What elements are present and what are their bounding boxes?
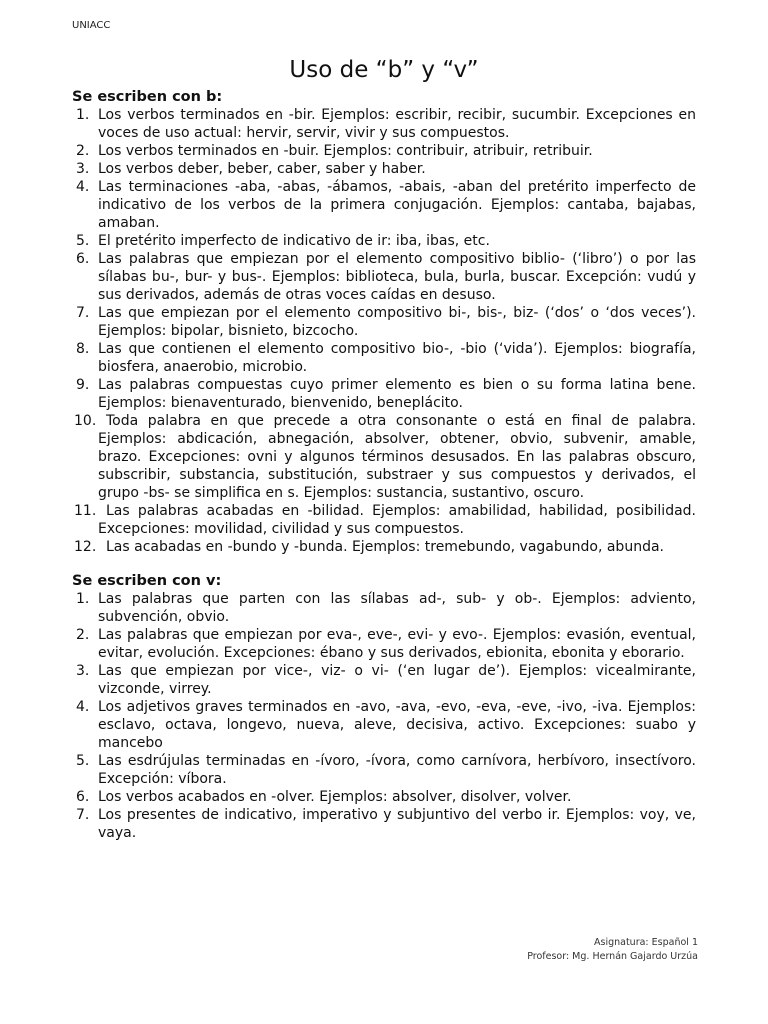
section-b-heading: Se escriben con b: bbox=[72, 89, 223, 105]
item-number: 5. bbox=[76, 753, 90, 769]
section-v-list bbox=[72, 590, 696, 842]
list-item bbox=[72, 806, 696, 842]
item-number: 5. bbox=[76, 233, 90, 249]
item-number: 11. bbox=[74, 503, 97, 519]
section-b-list bbox=[72, 106, 696, 556]
item-number: 7. bbox=[76, 807, 90, 823]
item-number: 8. bbox=[76, 341, 90, 357]
page-title: Uso de “b” y “v” bbox=[289, 57, 479, 84]
item-number: 6. bbox=[76, 789, 90, 805]
list-item bbox=[72, 304, 696, 340]
item-number: 4. bbox=[76, 699, 90, 715]
list-item bbox=[72, 788, 696, 806]
item-text: El pretérito imperfecto de indicativo de ir: iba, ibas, etc. bbox=[98, 233, 490, 249]
organization-label: UNIACC bbox=[72, 20, 111, 31]
list-item bbox=[72, 698, 696, 752]
item-number: 3. bbox=[76, 161, 90, 177]
item-number: 10. bbox=[74, 413, 97, 429]
item-number: 7. bbox=[76, 305, 90, 321]
item-number: 2. bbox=[76, 627, 90, 643]
item-text: Las acabadas en -bundo y -bunda. Ejemplos: tremebundo, vagabundo, abunda. bbox=[106, 539, 664, 555]
item-text: Las esdrújulas terminadas en -ívoro, -ívora, como carnívora, herbívoro, insectívoro. Excepción: víbora. bbox=[98, 753, 696, 787]
professor-label: Profesor: Mg. Hernán Gajardo Urzúa bbox=[527, 951, 698, 962]
list-item bbox=[72, 250, 696, 304]
list-item bbox=[72, 376, 696, 412]
list-item bbox=[72, 590, 696, 626]
page-footer bbox=[527, 936, 698, 964]
section-v bbox=[72, 572, 696, 842]
list-item bbox=[72, 412, 696, 502]
item-text: Los verbos deber, beber, caber, saber y haber. bbox=[98, 161, 426, 177]
list-item bbox=[72, 662, 696, 698]
item-number: 3. bbox=[76, 663, 90, 679]
item-text: Las que empiezan por el elemento compositivo bi-, bis-, biz- (‘dos’ o ‘dos veces’). Ejemplos: bipolar, bisnieto, bizcocho. bbox=[98, 305, 696, 339]
item-text: Toda palabra en que precede a otra consonante o está en final de palabra. Ejemplos: abdicación, abnegación, absolver, obtener, obvio, subvenir, amable, brazo. Excepciones: ovni y algunos términos desusados. En las palabras obscuro, subscribir, substancia, substitución, substraer y sus compuestos y derivados, el grupo -bs- se simplifica en s. Ejemplos: sustancia, sustantivo, oscuro. bbox=[98, 413, 696, 501]
subject-label: Asignatura: Español 1 bbox=[594, 937, 698, 948]
item-number: 1. bbox=[76, 591, 90, 607]
list-item bbox=[72, 178, 696, 232]
item-text: Las que empiezan por vice-, viz- o vi- (‘en lugar de’). Ejemplos: vicealmirante, vizconde, virrey. bbox=[98, 663, 696, 697]
item-text: Los verbos terminados en -bir. Ejemplos: escribir, recibir, sucumbir. Excepciones en voces de uso actual: hervir, servir, vivir y sus compuestos. bbox=[98, 107, 696, 141]
list-item bbox=[72, 538, 696, 556]
list-item bbox=[72, 232, 696, 250]
item-text: Las palabras compuestas cuyo primer elemento es bien o su forma latina bene. Ejemplos: bienaventurado, bienvenido, beneplácito. bbox=[98, 377, 696, 411]
list-item bbox=[72, 626, 696, 662]
item-number: 1. bbox=[76, 107, 90, 123]
list-item bbox=[72, 142, 696, 160]
list-item bbox=[72, 340, 696, 376]
item-text: Las palabras acabadas en -bilidad. Ejemplos: amabilidad, habilidad, posibilidad. Excepciones: movilidad, civilidad y sus compuestos. bbox=[98, 503, 696, 537]
list-item bbox=[72, 502, 696, 538]
item-text: Las palabras que parten con las sílabas ad-, sub- y ob-. Ejemplos: adviento, subvención, obvio. bbox=[98, 591, 696, 625]
item-text: Los presentes de indicativo, imperativo y subjuntivo del verbo ir. Ejemplos: voy, ve, vaya. bbox=[98, 807, 696, 841]
item-number: 9. bbox=[76, 377, 90, 393]
item-text: Las terminaciones -aba, -abas, -ábamos, -abais, -aban del pretérito imperfecto de indicativo de los verbos de la primera conjugación. Ejemplos: cantaba, bajabas, amaban. bbox=[98, 179, 696, 231]
item-text: Los verbos terminados en -buir. Ejemplos: contribuir, atribuir, retribuir. bbox=[98, 143, 593, 159]
list-item bbox=[72, 106, 696, 142]
item-text: Las que contienen el elemento compositivo bio-, -bio (‘vida’). Ejemplos: biografía, biosfera, anaerobio, microbio. bbox=[98, 341, 696, 375]
section-v-heading: Se escriben con v: bbox=[72, 573, 222, 589]
list-item bbox=[72, 160, 696, 178]
list-item bbox=[72, 752, 696, 788]
section-b bbox=[72, 88, 696, 556]
item-text: Los verbos acabados en -olver. Ejemplos: absolver, disolver, volver. bbox=[98, 789, 572, 805]
item-number: 2. bbox=[76, 143, 90, 159]
item-number: 12. bbox=[74, 539, 97, 555]
document-body bbox=[72, 88, 696, 842]
item-text: Las palabras que empiezan por eva-, eve-, evi- y evo-. Ejemplos: evasión, eventual, evitar, evolución. Excepciones: ébano y sus derivados, ebionita, ebonita y eborario. bbox=[98, 627, 696, 661]
item-number: 6. bbox=[76, 251, 90, 267]
item-text: Las palabras que empiezan por el elemento compositivo biblio- (‘libro’) o por las sílabas bu-, bur- y bus-. Ejemplos: biblioteca, bula, burla, buscar. Excepción: vudú y sus derivados, además de otras voces caídas en desuso. bbox=[98, 251, 696, 303]
item-text: Los adjetivos graves terminados en -avo, -ava, -evo, -eva, -eve, -ivo, -iva. Ejemplos: esclavo, octava, longevo, nueva, aleve, decisiva, activo. Excepciones: suabo y mancebo bbox=[98, 699, 696, 751]
item-number: 4. bbox=[76, 179, 90, 195]
